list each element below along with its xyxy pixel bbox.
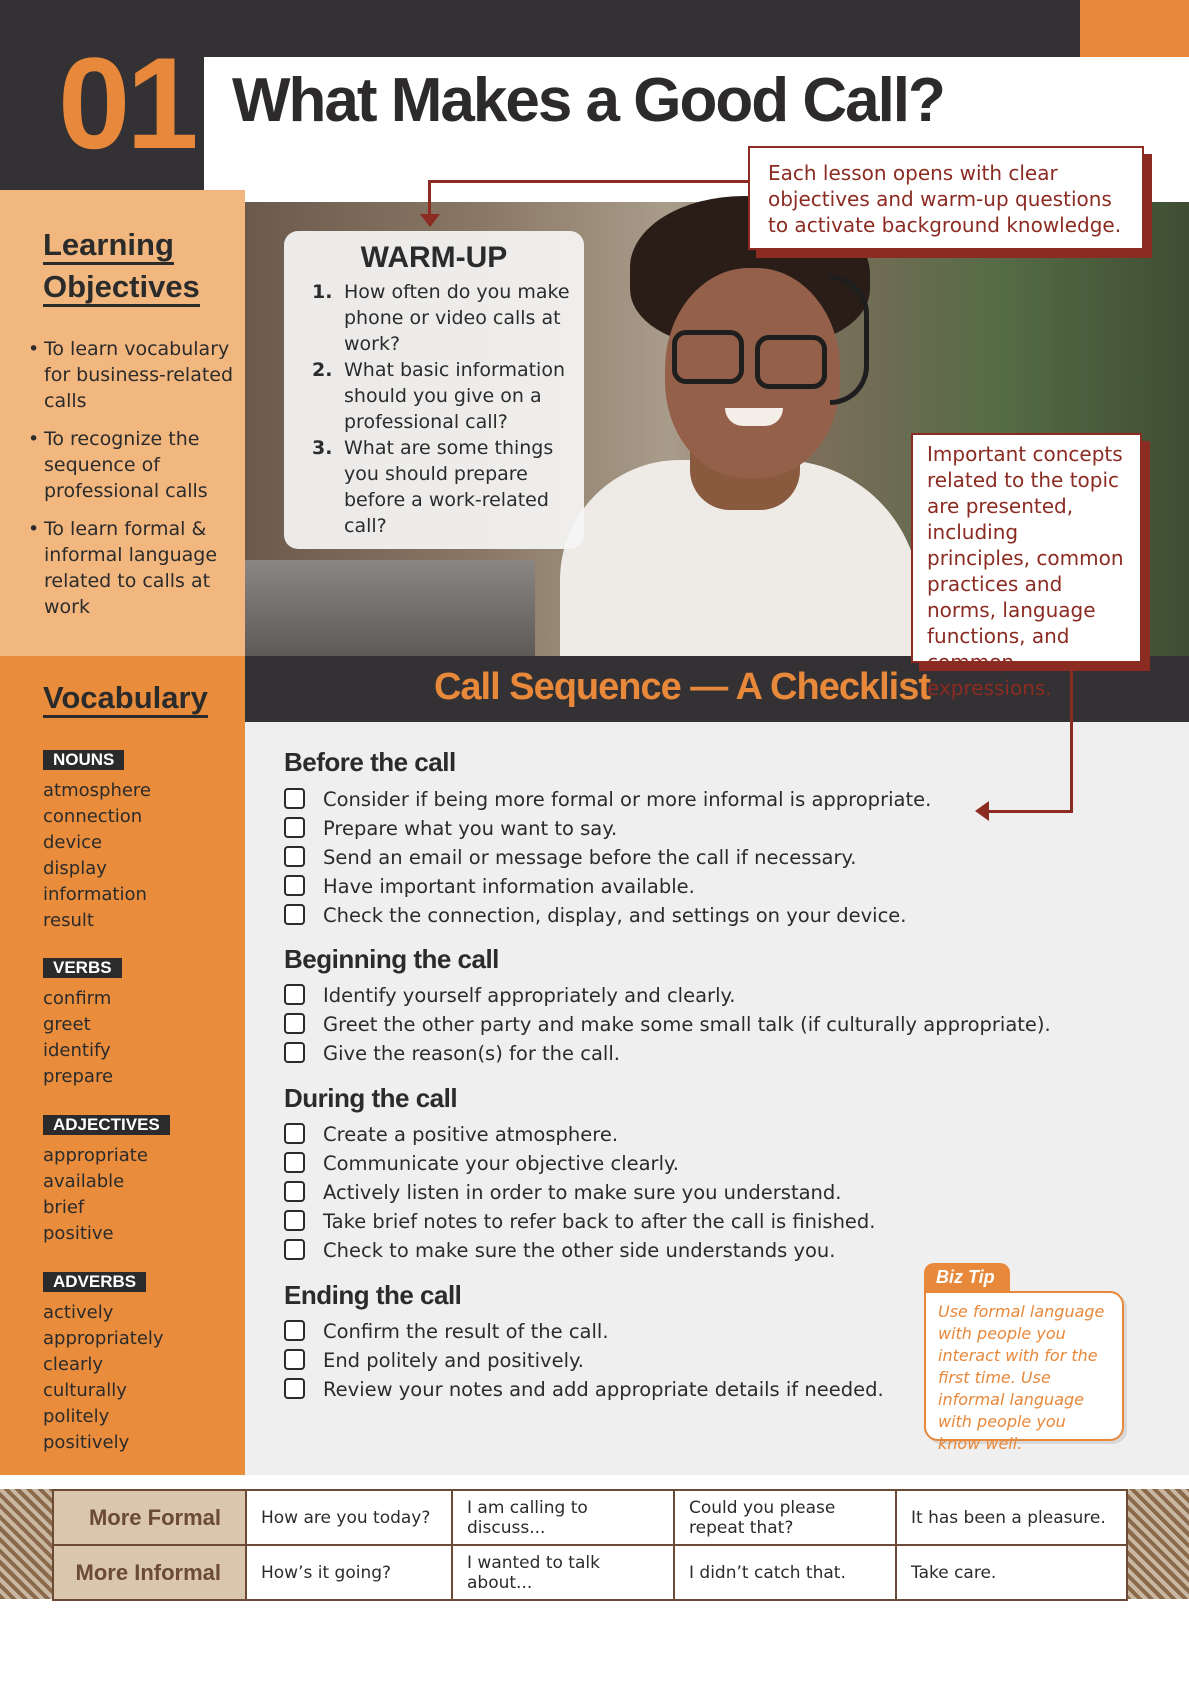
checkbox[interactable] [284,1378,305,1399]
vocab-word: connection [43,806,143,827]
objectives-callout: Each lesson opens with clear objectives and warm-up questions to activate background knowledge. [748,146,1144,250]
phrase-cell: How are you today? [246,1490,452,1545]
checklist-item-text: Send an email or message before the call if necessary. [323,846,857,869]
checkbox[interactable] [284,1239,305,1260]
vocab-word: appropriately [43,1328,164,1349]
checklist-item [284,1040,620,1068]
learning-objectives-heading-line2: Objectives [43,271,200,307]
table-row [53,1490,1127,1545]
objective-item [28,516,238,620]
vocab-word: greet [43,1014,91,1035]
checklist-item-text: Take brief notes to refer back to after the call is finished. [323,1210,876,1233]
vocab-word: prepare [43,1066,114,1087]
phrase-cell: It has been a pleasure. [896,1490,1127,1545]
checklist-item-text: Communicate your objective clearly. [323,1152,679,1175]
vocab-label-nouns: NOUNS [43,750,124,770]
photo-person-smile [725,408,783,426]
checklist-item [284,1011,1051,1039]
vocab-word: device [43,832,103,853]
phrase-cell: How’s it going? [246,1545,452,1600]
checklist-item [284,786,931,814]
checklist-item-text: Greet the other party and make some small talk (if culturally appropriate). [323,1013,1051,1036]
biz-tip-label: Biz Tip [924,1263,1010,1291]
vocab-word: information [43,884,147,905]
bullet-icon: • [28,338,40,360]
arrow-left-icon [975,801,989,821]
callout-connector [428,180,431,216]
phrase-cell: Take care. [896,1545,1127,1600]
checklist-item [284,1121,618,1149]
vocab-word: identify [43,1040,111,1061]
vocab-word: result [43,910,94,931]
biz-tip-text: Use formal language with people you interact with for the first time. Use informal language with people you know well. [924,1291,1124,1441]
checklist-item-text: Review your notes and add appropriate details if needed. [323,1378,884,1401]
checklist-item-text: End politely and positively. [323,1349,584,1372]
checklist-item-text: Create a positive atmosphere. [323,1123,619,1146]
warmup-question [312,435,574,539]
objective-text: To learn formal & informal language related to calls at work [44,518,218,618]
checklist-item-text: Actively listen in order to make sure you understand. [323,1181,842,1204]
warmup-question [312,357,574,435]
checklist-title: Call Sequence — A Checklist [433,666,931,708]
checklist-item-text: Confirm the result of the call. [323,1320,609,1343]
arrow-down-icon [420,214,440,228]
checkbox[interactable] [284,904,305,925]
section-title-before: Before the call [284,747,456,777]
checklist-item [284,844,856,872]
vocab-word: actively [43,1302,114,1323]
question-text: How often do you make phone or video calls at work? [344,281,570,355]
checklist-item-text: Consider if being more formal or more informal is appropriate. [323,788,932,811]
checklist-item-text: Check the connection, display, and settings on your device. [323,904,907,927]
warmup-card [284,231,584,549]
checklist-item-text: Prepare what you want to say. [323,817,618,840]
section-title-ending: Ending the call [284,1280,462,1310]
checklist-item [284,902,907,930]
checkbox[interactable] [284,846,305,867]
row-label-formal: More Formal [53,1490,246,1545]
callout-connector [428,180,748,183]
vocab-word: atmosphere [43,780,151,801]
checkbox[interactable] [284,817,305,838]
checkbox[interactable] [284,1123,305,1144]
checklist-item [284,1179,841,1207]
checklist-item-text: Identify yourself appropriately and clearly. [323,984,736,1007]
learning-objectives-list [28,336,238,632]
vocab-word: culturally [43,1380,127,1401]
question-number: 1. [312,281,333,303]
checklist-item [284,1376,884,1404]
formality-phrase-table [52,1489,1128,1601]
checkbox[interactable] [284,788,305,809]
phrase-cell: Could you please repeat that? [674,1490,896,1545]
objective-item [28,336,238,414]
checklist-item-text: Have important information available. [323,875,695,898]
table-hatch-left [0,1489,52,1599]
vocab-word: confirm [43,988,112,1009]
callout-connector [1070,671,1073,813]
question-text: What basic information should you give on a professional call? [344,359,565,433]
callout-connector [988,810,1073,813]
vocab-word: available [43,1171,125,1192]
objective-item [28,426,238,504]
table-row [53,1545,1127,1600]
question-number: 3. [312,437,333,459]
vocab-label-adjectives: ADJECTIVES [43,1115,170,1135]
checklist-item [284,815,617,843]
lesson-title: What Makes a Good Call? [232,66,944,135]
phrase-cell: I wanted to talk about... [452,1545,674,1600]
bullet-icon: • [28,428,40,450]
checkbox[interactable] [284,984,305,1005]
phrase-cell: I didn’t catch that. [674,1545,896,1600]
concepts-callout: Important concepts related to the topic are presented, including principles, common practices and norms, language functions, and common expressions. [911,433,1142,663]
checklist-item [284,1208,876,1236]
checkbox[interactable] [284,1210,305,1231]
checklist-item [284,1347,584,1375]
checkbox[interactable] [284,1181,305,1202]
vocab-word: display [43,858,107,879]
question-number: 2. [312,359,333,381]
section-title-beginning: Beginning the call [284,944,499,974]
row-label-informal: More Informal [53,1545,246,1600]
header-orange-corner [1080,0,1189,57]
checklist-item [284,1150,679,1178]
checklist-item [284,1318,609,1346]
objective-text: To recognize the sequence of professional calls [44,428,208,502]
lesson-number: 01 [58,30,195,176]
checklist-item [284,1237,835,1265]
table-hatch-right [1126,1489,1189,1599]
checkbox[interactable] [284,1013,305,1034]
section-title-during: During the call [284,1083,458,1113]
warmup-question [312,279,574,357]
vocab-label-adverbs: ADVERBS [43,1272,146,1292]
vocab-word: positively [43,1432,130,1453]
warmup-title: WARM-UP [360,241,508,274]
vocab-label-verbs: VERBS [43,958,122,978]
vocab-word: brief [43,1197,85,1218]
vocab-word: appropriate [43,1145,148,1166]
checkbox[interactable] [284,1042,305,1063]
headset-icon [830,275,869,405]
checkbox[interactable] [284,875,305,896]
vocab-word: clearly [43,1354,104,1375]
checkbox[interactable] [284,1349,305,1370]
bullet-icon: • [28,518,40,540]
checklist-item-text: Give the reason(s) for the call. [323,1042,620,1065]
warmup-questions [312,279,574,539]
learning-objectives-heading-line1: Learning [43,229,174,265]
objective-text: To learn vocabulary for business-related calls [44,338,234,412]
phrase-cell: I am calling to discuss... [452,1490,674,1545]
photo-laptop [245,560,535,656]
photo-glasses-left [672,330,744,384]
checkbox[interactable] [284,1320,305,1341]
vocab-word: politely [43,1406,110,1427]
header-title-tail [220,150,244,176]
vocabulary-title: Vocabulary [43,682,208,718]
photo-glasses-right [755,335,827,389]
checklist-item [284,873,695,901]
checklist-item [284,982,735,1010]
checkbox[interactable] [284,1152,305,1173]
checklist-item-text: Check to make sure the other side understands you. [323,1239,836,1262]
vocab-word: positive [43,1223,114,1244]
question-text: What are some things you should prepare before a work-related call? [344,437,554,537]
